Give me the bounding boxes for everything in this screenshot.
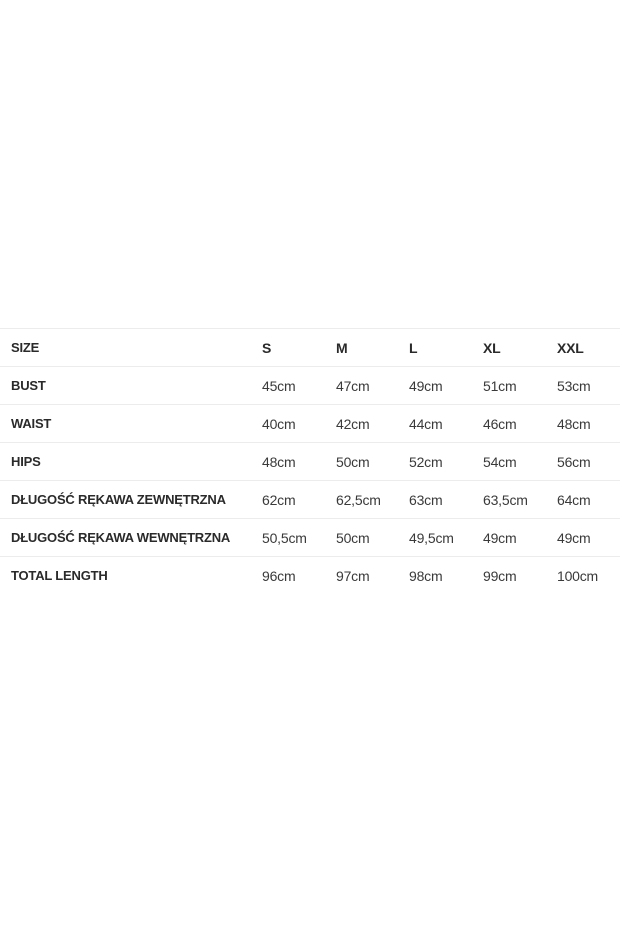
header-m: M: [336, 339, 348, 356]
table-cell: 46cm: [483, 415, 517, 432]
table-cell: 47cm: [336, 377, 370, 394]
table-row: [0, 443, 620, 481]
table-cell: 49cm: [557, 529, 591, 546]
table-row: [0, 367, 620, 405]
table-cell: 48cm: [262, 453, 296, 470]
header-row: [0, 329, 620, 367]
table-cell: 97cm: [336, 567, 370, 584]
table-cell: 49cm: [483, 529, 517, 546]
row-label: DŁUGOŚĆ RĘKAWA WEWNĘTRZNA: [11, 530, 231, 545]
table-row: [0, 519, 620, 557]
table-cell: 63cm: [409, 491, 443, 508]
size-chart-table: [0, 328, 620, 595]
table-cell: 64cm: [557, 491, 591, 508]
table-cell: 62,5cm: [336, 491, 381, 508]
header-xl: XL: [483, 339, 501, 356]
table-cell: 45cm: [262, 377, 296, 394]
table-cell: 40cm: [262, 415, 296, 432]
table-cell: 100cm: [557, 567, 599, 584]
table-cell: 48cm: [557, 415, 591, 432]
table-cell: 63,5cm: [483, 491, 528, 508]
table-row: [0, 481, 620, 519]
table-cell: 56cm: [557, 453, 591, 470]
row-label: BUST: [11, 378, 46, 393]
header-size: SIZE: [11, 340, 40, 355]
table-cell: 52cm: [409, 453, 443, 470]
row-label: WAIST: [11, 416, 52, 431]
table-cell: 53cm: [557, 377, 591, 394]
row-label: DŁUGOŚĆ RĘKAWA ZEWNĘTRZNA: [11, 492, 226, 507]
row-label: HIPS: [11, 454, 41, 469]
table-cell: 96cm: [262, 567, 296, 584]
header-s: S: [262, 339, 272, 356]
table-row: [0, 405, 620, 443]
table-cell: 99cm: [483, 567, 517, 584]
table-cell: 44cm: [409, 415, 443, 432]
table-cell: 50cm: [336, 453, 370, 470]
table-cell: 51cm: [483, 377, 517, 394]
table-row: [0, 557, 620, 595]
table-cell: 49cm: [409, 377, 443, 394]
table-cell: 50,5cm: [262, 529, 307, 546]
header-l: L: [409, 339, 418, 356]
table-cell: 50cm: [336, 529, 370, 546]
table-cell: 54cm: [483, 453, 517, 470]
header-xxl: XXL: [557, 339, 584, 356]
table-cell: 62cm: [262, 491, 296, 508]
table-cell: 98cm: [409, 567, 443, 584]
table-cell: 42cm: [336, 415, 370, 432]
row-label: TOTAL LENGTH: [11, 568, 108, 583]
table-cell: 49,5cm: [409, 529, 454, 546]
